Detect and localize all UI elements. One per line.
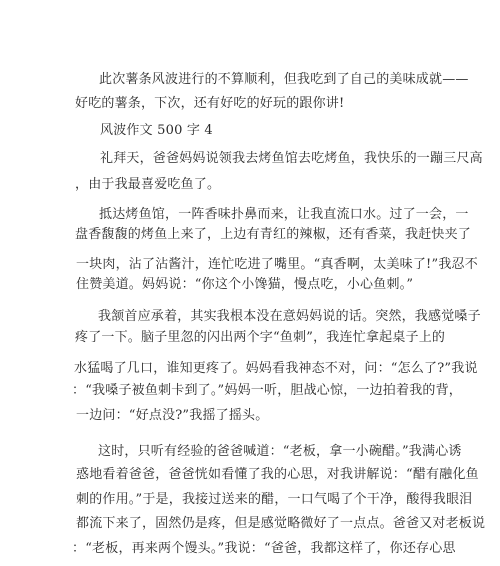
paragraph-7-line-2: 惑地看着爸爸，爸爸恍如看懂了我的心思，对我讲解说：“醋有融化鱼 bbox=[76, 467, 479, 482]
paragraph-6-line-1: 水猛喝了几口，谁知更疼了。妈妈看我神态不对，问：“怎么了?”我说 bbox=[74, 361, 478, 376]
paragraph-7-line-5: ：“老板，再来两个馒头。”我说：“爸爸，我都这样了，你还存心思 bbox=[72, 541, 456, 556]
paragraph-3-line-2: 盘香馥馥的烤鱼上来了，上边有青红的辣椒，还有香菜，我赶快夹了 bbox=[75, 227, 472, 242]
paragraph-7-line-1: 这时，只听有经验的爸爸喊道：“老板，拿一小碗醋。”我满心诱 bbox=[98, 444, 462, 459]
paragraph-1-line-2: 好吃的薯条，下次，还有好吃的好玩的跟你讲! bbox=[75, 96, 345, 111]
paragraph-7-line-4: 都流下来了，固然仍是疼，但是感觉略微好了一点点。爸爸又对老板说 bbox=[76, 516, 486, 531]
paragraph-2-line-1: 礼拜天，爸爸妈妈说领我去烤鱼馆去吃烤鱼，我快乐的一蹦三尺高 bbox=[100, 151, 483, 166]
paragraph-5-line-1: 我颔首应承着，其实我根本没在意妈妈说的话。突然，我感觉嗓子 bbox=[98, 309, 481, 324]
paragraph-4-line-1: 一块肉，沾了沾酱汁，连忙吃进了嘴里。“真香啊，太美味了!”我忍不 bbox=[76, 257, 478, 272]
paragraph-3-line-1: 抵达烤鱼馆，一阵香味扑鼻而来，让我直流口水。过了一会，一 bbox=[99, 207, 469, 222]
paragraph-6-line-3: 一边问：“好点没?”我摇了摇头。 bbox=[76, 408, 269, 423]
paragraph-7-line-3: 刺的作用。”于是，我接过送来的醋，一口气喝了个干净，酸得我眼泪 bbox=[76, 492, 473, 507]
paragraph-5-line-2: 疼了一下。脑子里忽的闪出两个字“鱼刺”，我连忙拿起桌子上的 bbox=[75, 330, 446, 345]
paragraph-6-line-2: ：“我嗓子被鱼刺卡到了。”妈妈一听，胆战心惊，一边拍着我的背， bbox=[72, 383, 462, 398]
paragraph-1-line-1: 此次薯条风波进行的不算顺利，但我吃到了自己的美味成就—— bbox=[99, 72, 469, 87]
paragraph-2-line-2: ，由于我最喜爱吃鱼了。 bbox=[75, 177, 221, 192]
paragraph-4-line-2: 住赞美道。妈妈说：“你这个小馋猫，慢点吃，小心鱼刺。” bbox=[76, 277, 414, 292]
section-title: 风波作文 500 字 4 bbox=[100, 123, 213, 138]
